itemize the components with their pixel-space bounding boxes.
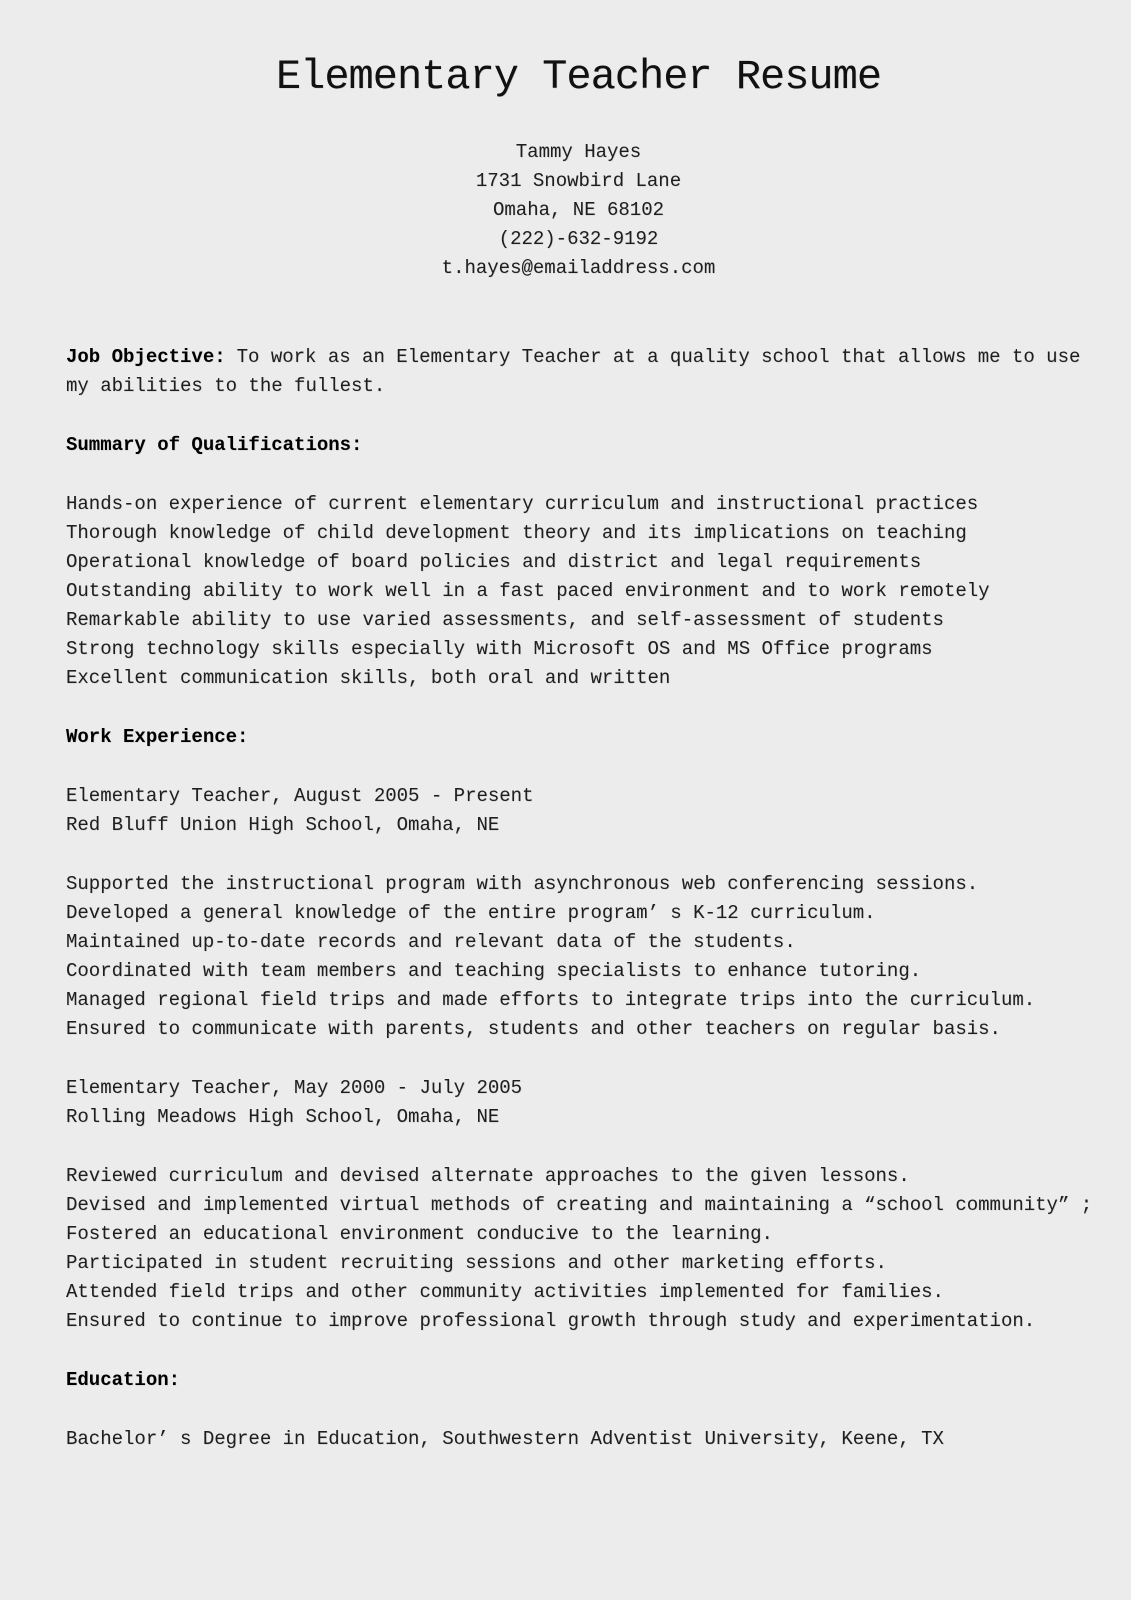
qualification-item: Excellent communication skills, both oral and written: [66, 667, 671, 689]
education-degree: [66, 1425, 1091, 1454]
job-duty-item: Fostered an educational environment conducive to the learning.: [66, 1223, 773, 1245]
contact-phone: (222)-632-9192: [498, 228, 659, 250]
qualification-item: Thorough knowledge of child development theory and its implications on teaching: [66, 522, 967, 544]
job-duty-item: Coordinated with team members and teaching specialists to enhance tutoring.: [66, 960, 922, 982]
objective-heading: Job Objective:: [66, 346, 226, 368]
job-duties-list: [66, 1162, 1091, 1336]
job-duty-item: Reviewed curriculum and devised alternate approaches to the given lessons.: [66, 1165, 910, 1187]
job-title-line: Elementary Teacher, May 2000 - July 2005: [66, 1077, 523, 1099]
qualifications-list: [66, 490, 1091, 693]
job-duty-item: Managed regional field trips and made efforts to integrate trips into the curriculum.: [66, 989, 1036, 1011]
job-duty-item: Maintained up-to-date records and relevant data of the students.: [66, 931, 796, 953]
job-duty-item: Developed a general knowledge of the entire program’ s K-12 curriculum.: [66, 902, 876, 924]
education-heading: Education:: [66, 1369, 181, 1391]
job-header: [66, 782, 1091, 840]
job-title-line: Elementary Teacher, August 2005 - Present: [66, 785, 534, 807]
page-title: Elementary Teacher Resume: [275, 53, 882, 101]
job-employer-line: Red Bluff Union High School, Omaha, NE: [66, 814, 500, 836]
job-duty-item: Supported the instructional program with asynchronous web conferencing sessions.: [66, 873, 979, 895]
contact-email: t.hayes@emailaddress.com: [441, 257, 716, 279]
qualification-item: Remarkable ability to use varied assessments, and self-assessment of students: [66, 609, 944, 631]
job-duty-item: Attended field trips and other community activities implemented for families.: [66, 1281, 944, 1303]
objective-text: To work as an Elementary Teacher at a quality school that allows me to use my abilities to the fullest.: [66, 346, 1081, 397]
work-experience-heading: Work Experience:: [66, 726, 249, 748]
job-duty-item: Devised and implemented virtual methods of creating and maintaining a “school community” ;: [66, 1194, 1093, 1216]
contact-name: Tammy Hayes: [515, 141, 642, 163]
job-header: [66, 1074, 1091, 1132]
job-duty-item: Participated in student recruiting sessions and other marketing efforts.: [66, 1252, 887, 1274]
job-duty-item: Ensured to communicate with parents, students and other teachers on regular basis.: [66, 1018, 1001, 1040]
qualification-item: Strong technology skills especially with Microsoft OS and MS Office programs: [66, 638, 933, 660]
contact-block: [66, 138, 1091, 283]
qualifications-heading: Summary of Qualifications:: [66, 434, 363, 456]
job-duty-item: Ensured to continue to improve professional growth through study and experimentation.: [66, 1310, 1036, 1332]
contact-address-line2: Omaha, NE 68102: [492, 199, 665, 221]
job-employer-line: Rolling Meadows High School, Omaha, NE: [66, 1106, 500, 1128]
objective-paragraph: [66, 343, 1091, 401]
qualification-item: Hands-on experience of current elementary curriculum and instructional practices: [66, 493, 979, 515]
job-duties-list: [66, 870, 1091, 1044]
qualification-item: Outstanding ability to work well in a fast paced environment and to work remotely: [66, 580, 990, 602]
degree-line: Bachelor’ s Degree in Education, Southwestern Adventist University, Keene, TX: [66, 1428, 944, 1450]
contact-address-line1: 1731 Snowbird Lane: [475, 170, 682, 192]
qualification-item: Operational knowledge of board policies and district and legal requirements: [66, 551, 922, 573]
